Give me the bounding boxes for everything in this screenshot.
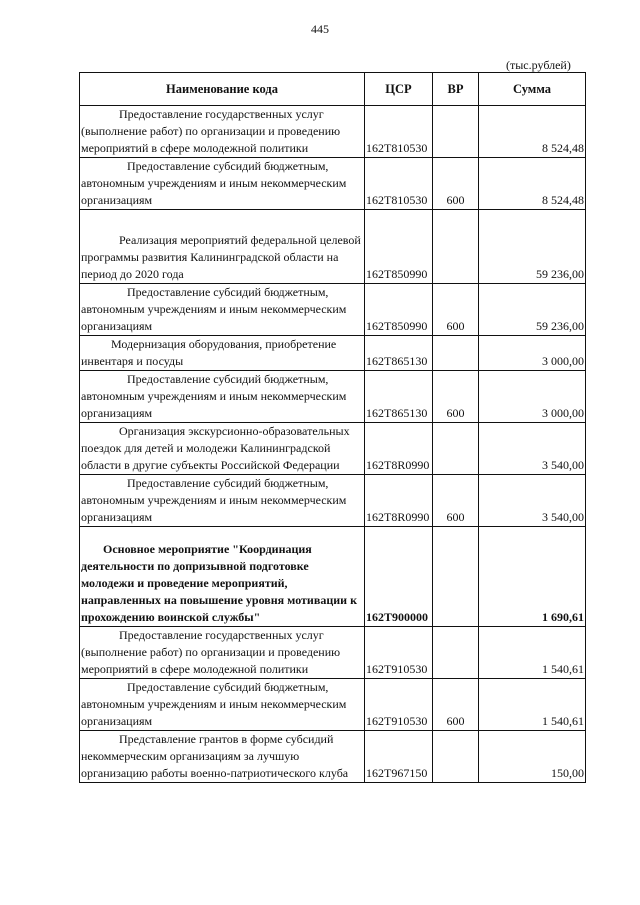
- row-vr: 600: [433, 679, 479, 731]
- row-name: Реализация мероприятий федеральной целевой программы развития Калининградской области на период до 2020 года: [80, 210, 365, 284]
- header-name: Наименование кода: [80, 73, 365, 106]
- table-row: [80, 423, 586, 475]
- row-vr: [433, 210, 479, 284]
- table-row: [80, 679, 586, 731]
- table-row: [80, 106, 586, 158]
- row-name: Организация экскурсионно-образовательных поездок для детей и молодежи Калининградской области в другие субъекты Российской Федерации: [80, 423, 365, 475]
- row-csr: 162T900000: [365, 527, 433, 627]
- row-sum: 3 540,00: [479, 423, 586, 475]
- row-name: Основное мероприятие "Координация деятельности по допризывной подготовке молодежи и проведение мероприятий, направленных на повышение уровня мотивации к прохождению воинской службы": [80, 527, 365, 627]
- row-sum: 59 236,00: [479, 210, 586, 284]
- row-name: Предоставление субсидий бюджетным, автономным учреждениям и иным некоммерческим организациям: [80, 679, 365, 731]
- row-csr: 162T865130: [365, 371, 433, 423]
- table-row: [80, 158, 586, 210]
- row-vr: 600: [433, 158, 479, 210]
- row-vr: [433, 527, 479, 627]
- row-name: Предоставление субсидий бюджетным, автономным учреждениям и иным некоммерческим организациям: [80, 284, 365, 336]
- row-sum: 3 000,00: [479, 371, 586, 423]
- row-sum: 1 540,61: [479, 679, 586, 731]
- row-sum: 1 540,61: [479, 627, 586, 679]
- row-vr: [433, 731, 479, 783]
- row-sum: 8 524,48: [479, 158, 586, 210]
- row-sum: 8 524,48: [479, 106, 586, 158]
- table-header-row: [80, 73, 586, 106]
- row-csr: 162T910530: [365, 627, 433, 679]
- row-vr: 600: [433, 371, 479, 423]
- row-name: Предоставление государственных услуг (выполнение работ) по организации и проведению мероприятий в сфере молодежной политики: [80, 627, 365, 679]
- row-sum: 1 690,61: [479, 527, 586, 627]
- row-csr: 162T865130: [365, 336, 433, 371]
- units-label: (тыс.рублей): [506, 58, 571, 72]
- row-csr: 162T967150: [365, 731, 433, 783]
- row-csr: 162T8R0990: [365, 475, 433, 527]
- row-name: Предоставление субсидий бюджетным, автономным учреждениям и иным некоммерческим организациям: [80, 475, 365, 527]
- table-row: [80, 527, 586, 627]
- header-sum: Сумма: [479, 73, 586, 106]
- row-vr: [433, 336, 479, 371]
- table-row: [80, 731, 586, 783]
- header-csr: ЦСР: [365, 73, 433, 106]
- row-name: Предоставление субсидий бюджетным, автономным учреждениям и иным некоммерческим организациям: [80, 158, 365, 210]
- row-csr: 162T850990: [365, 284, 433, 336]
- row-name: Предоставление государственных услуг (выполнение работ) по организации и проведению мероприятий в сфере молодежной политики: [80, 106, 365, 158]
- row-vr: [433, 627, 479, 679]
- row-csr: 162T810530: [365, 106, 433, 158]
- table-row: [80, 627, 586, 679]
- row-vr: 600: [433, 475, 479, 527]
- row-csr: 162T8R0990: [365, 423, 433, 475]
- row-vr: 600: [433, 284, 479, 336]
- table-row: [80, 371, 586, 423]
- row-sum: 3 540,00: [479, 475, 586, 527]
- budget-table: [79, 72, 586, 783]
- row-csr: 162T810530: [365, 158, 433, 210]
- table-row: [80, 210, 586, 284]
- row-vr: [433, 106, 479, 158]
- table-row: [80, 475, 586, 527]
- row-name: Представление грантов в форме субсидий некоммерческим организациям за лучшую организацию работы военно-патриотического клуба: [80, 731, 365, 783]
- header-vr: ВР: [433, 73, 479, 106]
- row-sum: 3 000,00: [479, 336, 586, 371]
- row-name: Предоставление субсидий бюджетным, автономным учреждениям и иным некоммерческим организациям: [80, 371, 365, 423]
- table-row: [80, 336, 586, 371]
- row-sum: 150,00: [479, 731, 586, 783]
- table-row: [80, 284, 586, 336]
- row-sum: 59 236,00: [479, 284, 586, 336]
- row-name: Модернизация оборудования, приобретение инвентаря и посуды: [80, 336, 365, 371]
- row-csr: 162T850990: [365, 210, 433, 284]
- row-vr: [433, 423, 479, 475]
- page-number: 445: [311, 22, 329, 36]
- row-csr: 162T910530: [365, 679, 433, 731]
